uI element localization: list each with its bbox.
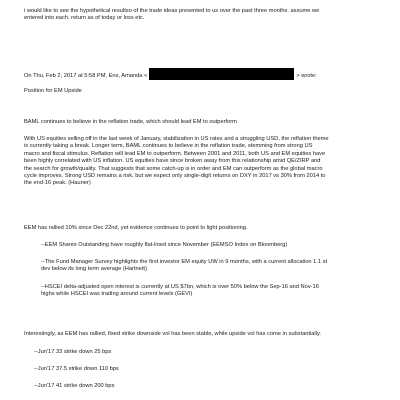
strike-text: --Jun'17 41 strike down 200 bps	[34, 383, 115, 389]
paragraph-1	[24, 119, 380, 126]
paragraph-line: the search for growth/quality. That suggests that some catch-up is in order and EM can outperform as the global macro	[24, 165, 323, 172]
paragraph-text: Interestingly, as EEM has rallied, fixed strike downside vol has been stable, while upside vol has come in substantially.	[24, 331, 321, 337]
bullet-line: dev below its long term average (Hartnett)	[41, 266, 147, 273]
paragraph-4	[24, 331, 380, 338]
paragraph-line: macro and fiscal stimulus. Reflation will lead EM to outperform. Between 2001 and 2011, both US and EM equities have	[24, 150, 326, 157]
header-prefix: On Thu, Feb 2, 2017 at 5:58 PM, Ens, Amanda <	[24, 73, 148, 79]
strike-2	[24, 366, 390, 373]
bullet-line: highs while HSCEI was trading around current levels (GEVI)	[41, 291, 193, 298]
paragraph-text: BAML continues to believe in the reflation trade, which should lead EM to outperform	[24, 119, 237, 125]
redaction-box	[149, 68, 294, 80]
bullet-line: --HSCEI delta-adjusted open interest is currently at US $7bn, which is over 50% below the Sep-16 and Nov-16	[41, 284, 319, 290]
strike-1	[24, 349, 390, 356]
paragraph-line: been highly correlated with US inflation. US equities have since broken away from this relationship amid QE/ZIRP and	[24, 158, 321, 165]
bullet-text: --EEM Shares Outstanding have roughly flat-lined since November (EEMSO Index on Bloomberg)	[41, 242, 288, 248]
intro-line: i would like to see the hypothetical resultso of the trade ideas presented to us over the past three months. assume we	[24, 8, 320, 14]
bullet-line: --The Fund Manager Survey highlights the first investor EM equity UW in 9 months, with a current allocation 1.1 st	[41, 259, 328, 265]
paragraph-line: With US equities selling off in the last week of January, stabilization in US rates and a struggling USD, the reflation theme	[24, 136, 329, 142]
paragraph-3	[24, 225, 380, 232]
header-suffix: > wrote:	[296, 73, 317, 79]
bullet-3	[24, 284, 397, 299]
intro-line: entered into each. return as of today or loss etc.	[24, 15, 145, 22]
strike-text: --Jun'17 33 strike down 25 bps	[34, 349, 112, 355]
quoted-header	[24, 68, 380, 80]
strike-3	[24, 383, 390, 390]
subject-text: Position for EM Upside	[24, 88, 82, 94]
intro-text	[24, 8, 380, 23]
paragraph-line: cycle improves. Strong USD remains a risk, but we expect only single-digit returns on DXY in 2017 vs 30% from 2014 to	[24, 173, 326, 180]
paragraph-line: the end-16 peak. (Hauner)	[24, 180, 91, 187]
paragraph-line: is currently taking a break. Longer term, BAML continues to believe in the reflation trade, stemming from strong US	[24, 143, 313, 150]
paragraph-2	[24, 136, 380, 188]
bullet-1	[24, 242, 397, 249]
strike-text: --Jun'17 37.5 strike down 110 bps	[34, 366, 119, 372]
paragraph-text: EEM has rallied 10% since Dec 22nd, yet evidence continues to point to light positioning.	[24, 225, 248, 231]
bullet-2	[24, 259, 397, 274]
subject-line	[24, 88, 380, 95]
